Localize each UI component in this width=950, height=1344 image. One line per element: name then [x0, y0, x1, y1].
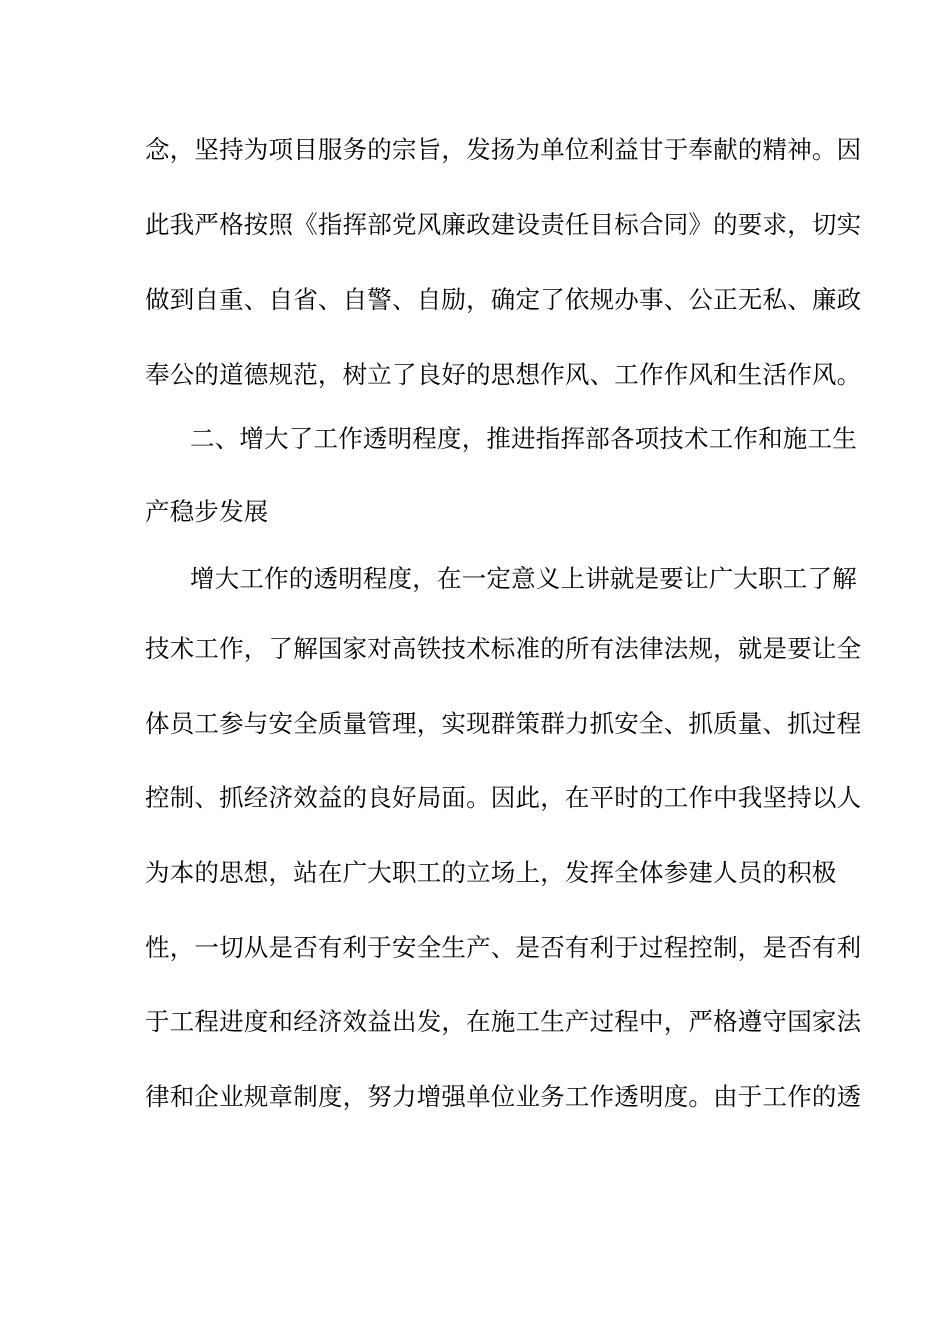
- text-line: 控制、抓经济效益的良好局面。因此，在平时的工作中我坚持以人: [145, 783, 862, 812]
- text-line: 技术工作，了解国家对高铁技术标准的所有法律法规，就是要让全: [145, 634, 862, 663]
- text-line: 性，一切从是否有利于安全生产、是否有利于过程控制，是否有利: [145, 933, 862, 962]
- text-line: 律和企业规章制度，努力增强单位业务工作透明度。由于工作的透: [145, 1082, 862, 1111]
- text-line: 奉公的道德规范，树立了良好的思想作风、工作作风和生活作风。: [145, 360, 862, 389]
- text-line: 此我严格按照《指挥部党风廉政建设责任目标合同》的要求，切实: [145, 210, 862, 239]
- text-line: 念，坚持为项目服务的宗旨，发扬为单位利益甘于奉献的精神。因: [145, 135, 862, 164]
- text-line: 增大工作的透明程度，在一定意义上讲就是要让广大职工了解: [190, 564, 857, 593]
- text-line: 于工程进度和经济效益出发，在施工生产过程中，严格遵守国家法: [145, 1007, 862, 1036]
- text-line: 为本的思想，站在广大职工的立场上，发挥全体参建人员的积极: [145, 858, 837, 887]
- text-line: 做到自重、自省、自警、自励，确定了依规办事、公正无私、廉政: [145, 285, 862, 314]
- section-heading-line: 二、增大了工作透明程度，推进指挥部各项技术工作和施工生: [190, 424, 857, 453]
- text-line: 体员工参与安全质量管理，实现群策群力抓安全、抓质量、抓过程: [145, 709, 862, 738]
- section-heading-line: 产稳步发展: [145, 497, 269, 526]
